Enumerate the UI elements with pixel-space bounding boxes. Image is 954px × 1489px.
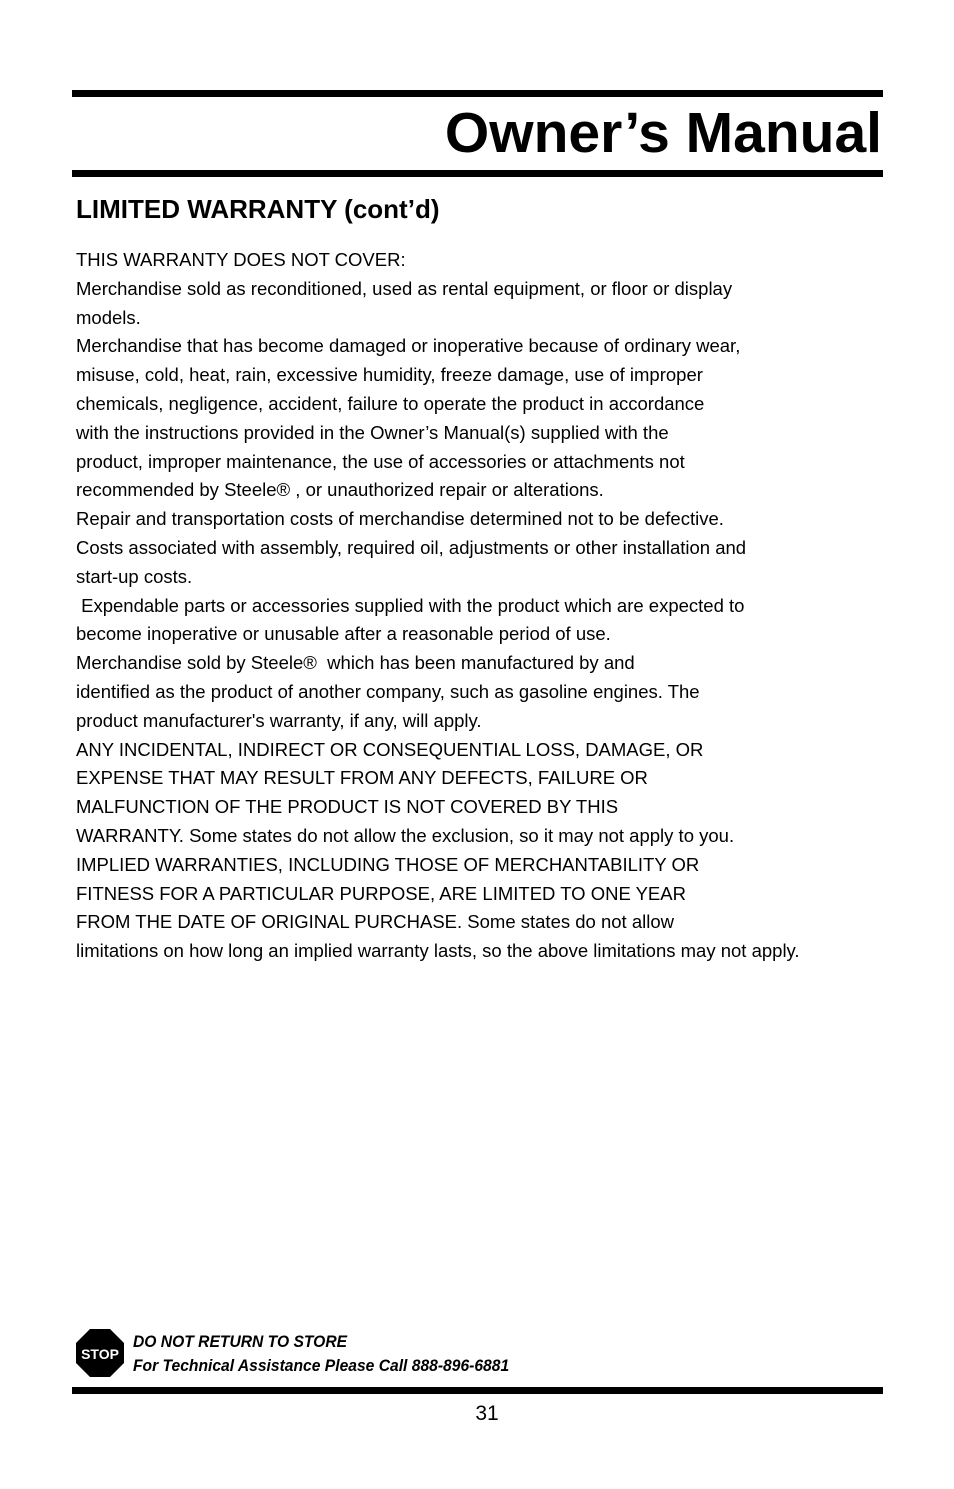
body-line: Costs associated with assembly, required oil, adjustments or other installation and [76, 536, 747, 558]
body-line: Expendable parts or accessories supplied with the product which are expected to [76, 594, 745, 616]
warranty-exclusions-text [76, 246, 896, 966]
body-line: models. [76, 306, 141, 328]
section-heading: LIMITED WARRANTY (cont’d) [76, 194, 440, 224]
body-line: identified as the product of another company, such as gasoline engines. The [76, 680, 700, 702]
body-line: product manufacturer's warranty, if any, will apply. [76, 709, 482, 731]
header-top-rule [72, 90, 883, 97]
body-line: ANY INCIDENTAL, INDIRECT OR CONSEQUENTIAL LOSS, DAMAGE, OR [76, 738, 704, 760]
footer-rule [72, 1387, 883, 1394]
body-line: limitations on how long an implied warranty lasts, so the above limitations may not apply. [76, 940, 800, 962]
body-line: chemicals, negligence, accident, failure to operate the product in accordance [76, 392, 705, 414]
do-not-return-notice: DO NOT RETURN TO STORE [133, 1332, 348, 1351]
manual-title: Owner’s Manual [444, 101, 882, 165]
body-line: FROM THE DATE OF ORIGINAL PURCHASE. Some states do not allow [76, 911, 674, 933]
body-line: Merchandise sold by Steele® which has been manufactured by and [76, 652, 635, 674]
body-line: MALFUNCTION OF THE PRODUCT IS NOT COVERED BY THIS [76, 796, 619, 818]
body-line: THIS WARRANTY DOES NOT COVER: [76, 249, 406, 270]
body-line: IMPLIED WARRANTIES, INCLUDING THOSE OF MERCHANTABILITY OR [76, 853, 700, 875]
body-line: misuse, cold, heat, rain, excessive humidity, freeze damage, use of improper [76, 364, 703, 386]
body-line: recommended by Steele® , or unauthorized repair or alterations. [76, 479, 604, 501]
body-line: EXPENSE THAT MAY RESULT FROM ANY DEFECTS, FAILURE OR [76, 767, 648, 789]
stop-sign-icon [76, 1329, 124, 1377]
body-line: with the instructions provided in the Owner’s Manual(s) supplied with the [76, 421, 669, 443]
body-line: Merchandise that has become damaged or inoperative because of ordinary wear, [76, 335, 741, 357]
stop-sign-label: STOP [81, 1346, 119, 1362]
body-line: WARRANTY. Some states do not allow the exclusion, so it may not apply to you. [76, 824, 735, 846]
body-line: FITNESS FOR A PARTICULAR PURPOSE, ARE LIMITED TO ONE YEAR [76, 882, 686, 904]
body-line: start-up costs. [76, 565, 193, 587]
header-bottom-rule [72, 170, 883, 177]
body-line: product, improper maintenance, the use of accessories or attachments not [76, 450, 685, 472]
technical-assistance-notice [133, 1330, 542, 1378]
body-line: become inoperative or unusable after a reasonable period of use. [76, 623, 611, 645]
body-line: Repair and transportation costs of merchandise determined not to be defective. [76, 508, 724, 530]
page-number: 31 [475, 1402, 499, 1425]
technical-assistance-phone: For Technical Assistance Please Call 888-896-6881 [133, 1356, 510, 1375]
body-line: Merchandise sold as reconditioned, used as rental equipment, or floor or display [76, 277, 733, 299]
